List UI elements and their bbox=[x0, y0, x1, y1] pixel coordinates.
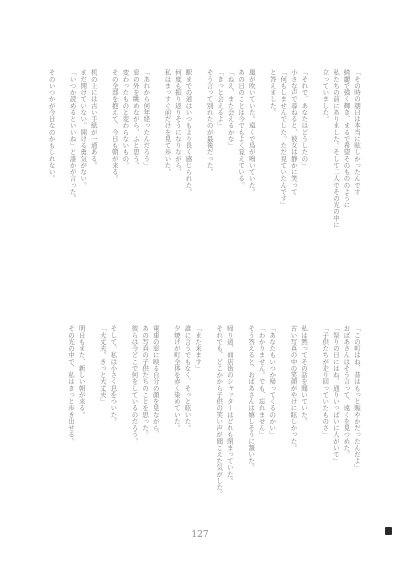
text-column: 「あれから何年経ったんだろう」 bbox=[142, 69, 151, 169]
text-column: 「ねえ、また会えるかな」 bbox=[226, 69, 235, 149]
page-number: 127 bbox=[191, 530, 209, 540]
text-column: 「わかりません。でも、忘れません」 bbox=[257, 325, 266, 438]
text-column: 「子供たちが走り回っていたものさ」 bbox=[321, 325, 330, 438]
lower-text-block bbox=[44, 325, 360, 525]
text-column: そのいつかが今日なのかもしれない。 bbox=[47, 69, 56, 182]
text-column: 私は黙ってその話を聞いていた。 bbox=[300, 325, 309, 425]
text-column: 小さな声で尋ねると、彼女は静かに笑って bbox=[289, 69, 298, 195]
corner-mark bbox=[385, 527, 392, 535]
text-column bbox=[97, 69, 108, 309]
text-column: まだ開けていない。開ける勇気がない。 bbox=[79, 69, 88, 189]
text-column: 机の上には古い手紙が一通ある。 bbox=[89, 69, 98, 169]
text-column bbox=[85, 325, 96, 525]
text-column: その光の中で、私はきっと歩き出せる。 bbox=[66, 325, 75, 445]
text-column bbox=[255, 69, 266, 309]
text-column: 夕焼けが町全体を赤く染めていた。 bbox=[172, 325, 181, 431]
text-column bbox=[307, 325, 318, 525]
text-column bbox=[116, 325, 127, 525]
text-column: おばあさんはそう言って、遠くを見つめた。 bbox=[342, 325, 351, 458]
text-column: 「また来ます」 bbox=[194, 325, 203, 372]
text-column: それでも、どこかから子供の笑い声が聞こえた気がした。 bbox=[215, 325, 224, 498]
text-column: 何度も振り返りそうになりながら、 bbox=[173, 69, 182, 175]
text-column: 「何もしませんでした。ただ見ていたんです」 bbox=[279, 69, 288, 209]
text-column: 「その時の朝日は本当に眩しかったんです bbox=[353, 69, 361, 195]
text-column: 綺麗で強く輝き、まるで希望そのもののように bbox=[342, 69, 351, 209]
text-column bbox=[307, 69, 318, 309]
text-column: 窓の外を眺めながら、ふと思う。 bbox=[131, 69, 140, 169]
text-column: 誰に言うでもなく、そっと呟いた。 bbox=[183, 325, 192, 431]
text-column: 「この町はね、昔はもっと賑やかだったんだよ」 bbox=[353, 325, 361, 471]
text-column: 古い写真の中の笑顔がやけに眩しかった。 bbox=[289, 325, 298, 451]
text-column bbox=[159, 325, 170, 525]
text-column: 私はまっすぐ前だけを見て歩いた。 bbox=[163, 69, 172, 175]
text-column: 立っていました。 bbox=[321, 69, 330, 122]
text-column: 駅までの道はいつもより長く感じられた。 bbox=[184, 69, 193, 195]
text-column: そして、私は小さく息をついた。 bbox=[109, 325, 118, 425]
text-column: 「いつか読めるといいね」と誰かが言った。 bbox=[68, 69, 77, 202]
text-column bbox=[192, 69, 203, 309]
text-column: 「大丈夫。きっと大丈夫」 bbox=[98, 325, 107, 405]
text-column bbox=[233, 325, 244, 525]
text-column: あの写真の子供たちのことを思った。 bbox=[141, 325, 150, 438]
text-column bbox=[275, 325, 286, 525]
text-column bbox=[201, 325, 212, 525]
text-column bbox=[55, 69, 66, 309]
text-column: 「あなたもいつか帰ってくるのかい」 bbox=[268, 325, 277, 438]
text-column: 私たちの前にありました。そして二人でその光の中に bbox=[331, 69, 340, 228]
text-column: 電車の窓に映る自分の顔を見ながら、 bbox=[151, 325, 160, 438]
text-column: 「きっと会えるよ」 bbox=[216, 69, 225, 129]
text-column: 彼らは今どこで何をしているのだろう。 bbox=[130, 325, 139, 445]
text-column: そう言って別れたのが最後だった。 bbox=[205, 69, 214, 175]
text-column: 「それで、あなたはどうしたの」 bbox=[300, 69, 309, 169]
text-column: と答えました。 bbox=[268, 69, 277, 116]
text-column: 変わったものと変わらないもの。 bbox=[121, 69, 130, 169]
text-column bbox=[149, 69, 160, 309]
text-column: 風が吹いていた。遠くで鳥が鳴いていた。 bbox=[247, 69, 256, 195]
text-column: 帰り道、商店街のシャッターはどれも閉まっていた。 bbox=[225, 325, 234, 484]
upper-text-block bbox=[44, 69, 360, 309]
text-column: あの日のことは今でもよく覚えている。 bbox=[237, 69, 246, 189]
text-column: そう答えると、おばあさんは嬉しそうに頷いた。 bbox=[247, 325, 256, 471]
text-column: 明日もまた、新しい朝が来る。 bbox=[77, 325, 86, 418]
text-column: 「祭りの日にはね、通りいっぱいに人がいて」 bbox=[331, 325, 340, 465]
text-column: その全部を抱えて、今日も朝が来る。 bbox=[110, 69, 119, 182]
